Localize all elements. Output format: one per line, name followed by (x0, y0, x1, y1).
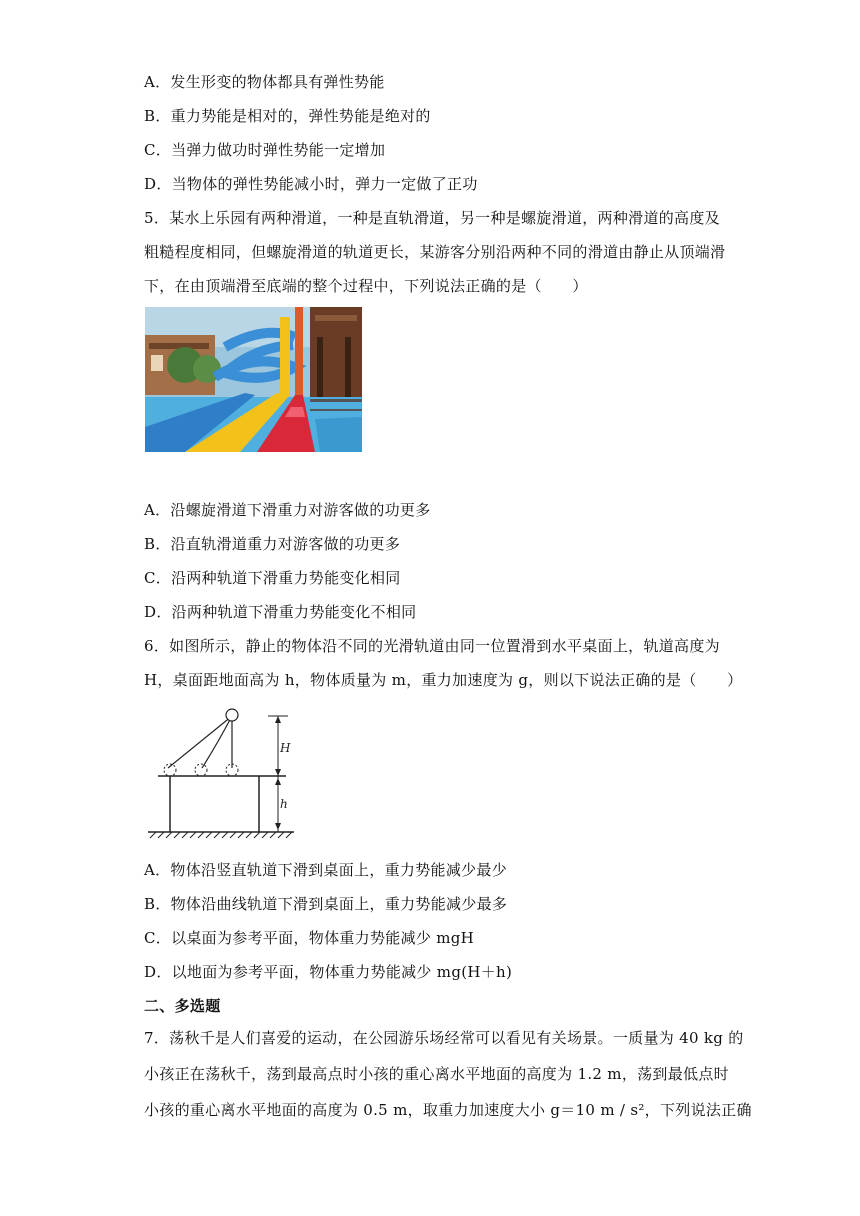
q4-option-a: A．发生形变的物体都具有弹性势能 (144, 73, 385, 91)
q7-stem-line2: 小孩正在荡秋千，荡到最高点时小孩的重心离水平地面的高度为 1.2 m，荡到最低点时 (144, 1065, 729, 1083)
track-diagram (146, 706, 296, 842)
q7-stem-line3: 小孩的重心离水平地面的高度为 0.5 m，取重力加速度大小 g＝10 m / s²，下列说法正确 (144, 1101, 752, 1119)
q6-option-c: C．以桌面为参考平面，物体重力势能减少 mgH (144, 929, 475, 947)
q5-option-d: D．沿两种轨道下滑重力势能变化不相同 (144, 603, 417, 621)
water-slide-photo (145, 307, 362, 452)
q5-stem-line2: 粗糙程度相同，但螺旋滑道的轨道更长，某游客分别沿两种不同的滑道由静止从顶端滑 (144, 243, 726, 261)
q4-option-b: B．重力势能是相对的，弹性势能是绝对的 (144, 107, 431, 125)
q6-stem-line1: 6．如图所示，静止的物体沿不同的光滑轨道由同一位置滑到水平桌面上，轨道高度为 (144, 637, 720, 655)
q6-option-d: D．以地面为参考平面，物体重力势能减少 mg(H＋h) (144, 963, 513, 981)
label-H: H (280, 741, 291, 755)
q4-option-c: C．当弹力做功时弹性势能一定增加 (144, 141, 386, 159)
q5-option-c: C．沿两种轨道下滑重力势能变化相同 (144, 569, 401, 587)
q5-option-b: B．沿直轨滑道重力对游客做的功更多 (144, 535, 401, 553)
q5-option-a: A．沿螺旋滑道下滑重力对游客做的功更多 (144, 501, 431, 519)
q5-stem-line3: 下，在由顶端滑至底端的整个过程中，下列说法正确的是（ ） (144, 277, 588, 295)
q4-option-d: D．当物体的弹性势能减小时，弹力一定做了正功 (144, 175, 478, 193)
label-h: h (280, 797, 288, 811)
q6-option-b: B．物体沿曲线轨道下滑到桌面上，重力势能减少最多 (144, 895, 508, 913)
q7-stem-line1: 7．荡秋千是人们喜爱的运动，在公园游乐场经常可以看见有关场景。一质量为 40 kg 的 (144, 1029, 744, 1047)
q6-stem-line2: H，桌面距地面高为 h，物体质量为 m，重力加速度为 g，则以下说法正确的是（ ） (144, 671, 743, 689)
q6-option-a: A．物体沿竖直轨道下滑到桌面上，重力势能减少最少 (144, 861, 508, 879)
section-title-multiple-choice: 二、多选题 (144, 997, 221, 1015)
q5-stem-line1: 5．某水上乐园有两种滑道，一种是直轨滑道，另一种是螺旋滑道，两种滑道的高度及 (144, 209, 720, 227)
